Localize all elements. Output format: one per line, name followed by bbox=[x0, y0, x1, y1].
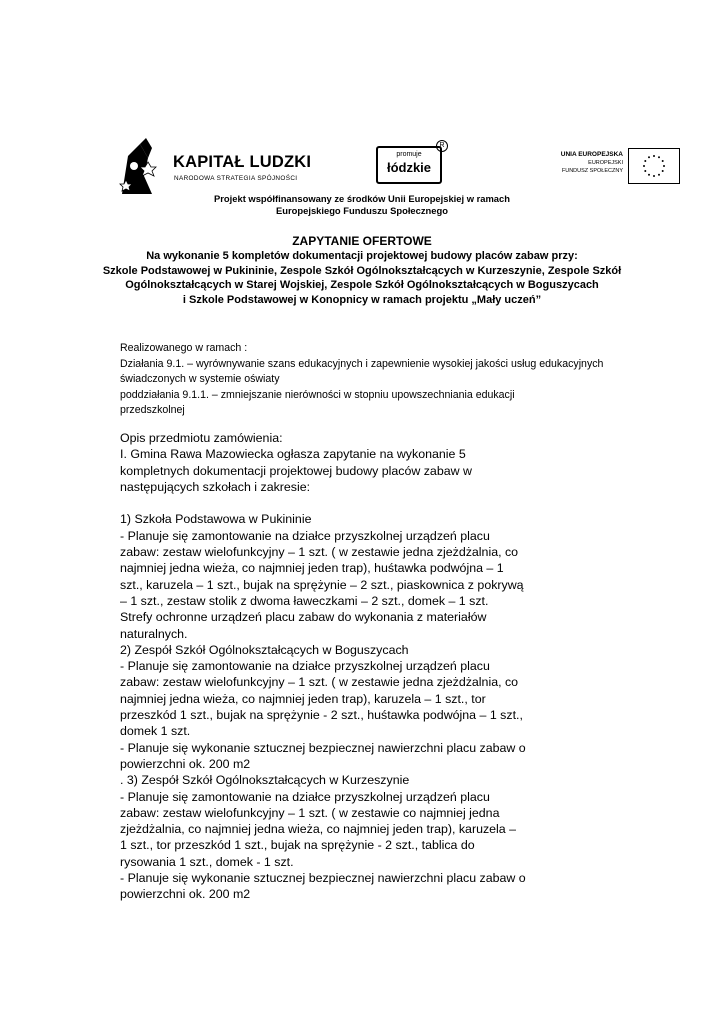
title-line-1: Na wykonanie 5 kompletów dokumentacji projektowej budowy placów zabaw przy: bbox=[146, 250, 578, 262]
section-1-line: szt., karuzela – 1 szt., bujak na sprężynie – 2 szt., piaskownica z pokrywą bbox=[120, 577, 524, 592]
section-3-line: zabaw: zestaw wielofunkcyjny – 1 szt. ( w zestawie co najmniej jedna bbox=[120, 805, 500, 820]
section-2-line: powierzchni ok. 200 m2 bbox=[120, 756, 251, 771]
section-1-line: 1) Szkoła Podstawowa w Pukininie bbox=[120, 512, 312, 527]
section-1-line: – 1 szt., zestaw stolik z dwoma ławeczkami – 2 szt., domek – 1 szt. bbox=[120, 593, 489, 608]
section-3-line: . 3) Zespół Szkół Ogólnokształcących w Kurzeszynie bbox=[120, 773, 410, 788]
info-line: świadczonych w systemie oświaty bbox=[120, 373, 280, 385]
section-1-line: najmniej jedna wieża, co najmniej jeden trap), huśtawka podwójna – 1 bbox=[120, 561, 504, 576]
section-1-line: Strefy ochronne urządzeń placu zabaw do wykonania z materiałów bbox=[120, 610, 487, 625]
info-line: poddziałania 9.1.1. – zmniejszanie nierówności w stopniu upowszechniania edukacji bbox=[120, 388, 515, 401]
eu-logo bbox=[543, 148, 683, 184]
intro-line: Opis przedmiotu zamówienia: bbox=[120, 431, 283, 445]
section-1-line: - Planuje się zamontowanie na działce przyszkolnej urządzeń placu bbox=[120, 528, 490, 543]
section-3-line: zjeżdżalnia, co najmniej jedna wieża, co najmniej jeden trap), karuzela – bbox=[120, 822, 517, 837]
kapital-ludzki-title: KAPITAŁ LUDZKI bbox=[173, 153, 312, 171]
lodzkie-small-text: promuje bbox=[396, 151, 422, 158]
eu-line-3: FUNDUSZ SPOŁECZNY bbox=[561, 168, 623, 174]
order-description bbox=[120, 430, 640, 903]
title-line-4: i Szkole Podstawowej w Konopnicy w ramach projektu „Mały uczeń” bbox=[182, 294, 542, 307]
cofinancing-line-1: Projekt współfinansowany ze środków Unii Europejskiej w ramach bbox=[214, 193, 510, 204]
section-1-line: naturalnych. bbox=[120, 626, 188, 641]
logo-bar bbox=[118, 128, 688, 198]
cofinancing-note bbox=[0, 193, 724, 217]
section-2-line: najmniej jedna wieża, co najmniej jeden trap), karuzela – 1 szt., tor bbox=[120, 691, 486, 706]
program-info bbox=[120, 341, 640, 419]
section-3-line: rysowania 1 szt., domek - 1 szt. bbox=[120, 854, 294, 869]
eu-line-1: UNIA EUROPEJSKA bbox=[560, 151, 623, 158]
section-3-line: - Planuje się zamontowanie na działce przyszkolnej urządzeń placu bbox=[120, 789, 490, 804]
document-title: ZAPYTANIE OFERTOWE bbox=[292, 234, 432, 248]
section-2-line: domek 1 szt. bbox=[120, 724, 191, 739]
paragraph-gap bbox=[120, 495, 640, 511]
section-2-line: zabaw: zestaw wielofunkcyjny – 1 szt. ( w zestawie jedna zjeżdżalnia, co bbox=[120, 675, 519, 690]
intro-line: kompletnych dokumentacji projektowej budowy placów zabaw w bbox=[120, 463, 472, 478]
section-2-line: 2) Zespół Szkół Ogólnokształcących w Boguszycach bbox=[120, 642, 409, 657]
lodzkie-frame bbox=[376, 146, 442, 184]
kapital-ludzki-logo bbox=[118, 136, 328, 198]
section-1-line: zabaw: zestaw wielofunkcyjny – 1 szt. ( w zestawie jedna zjeżdżalnia, co bbox=[120, 545, 519, 560]
lodzkie-big-text: łódzkie bbox=[386, 160, 432, 175]
intro-line: następujących szkołach i zakresie: bbox=[120, 479, 311, 494]
kapital-ludzki-emblem-icon bbox=[118, 136, 168, 196]
section-3-line: 1 szt., tor przeszkód 1 szt., bujak na sprężynie - 2 szt., tablica do bbox=[120, 838, 475, 853]
title-line-3: Ogólnokształcących w Starej Wojskiej, Zespole Szkół Ogólnokształcących w Boguszycach bbox=[125, 279, 599, 292]
info-line: przedszkolnej bbox=[120, 404, 185, 416]
section-2-line: przeszkód 1 szt., bujak na sprężynie - 2 szt., huśtawka podwójna – 1 szt., bbox=[120, 708, 523, 723]
eu-line-2: EUROPEJSKI bbox=[588, 160, 623, 166]
section-2-line: - Planuje się zamontowanie na działce przyszkolnej urządzeń placu bbox=[120, 659, 490, 674]
info-line: Działania 9.1. – wyrównywanie szans edukacyjnych i zapewnienie wysokiej jakości usług edukacyjnych bbox=[120, 357, 604, 370]
eu-text bbox=[543, 151, 623, 175]
info-line: Realizowanego w ramach : bbox=[120, 342, 248, 354]
lodzkie-logo bbox=[376, 142, 450, 188]
cofinancing-line-2: Europejskiego Funduszu Społecznego bbox=[276, 205, 448, 216]
registered-mark: R bbox=[436, 140, 448, 152]
intro-line: I. Gmina Rawa Mazowiecka ogłasza zapytanie na wykonanie 5 bbox=[120, 447, 466, 462]
section-3-line: - Planuje się wykonanie sztucznej bezpiecznej nawierzchni placu zabaw o bbox=[120, 871, 526, 886]
document-title-block bbox=[0, 234, 724, 308]
kapital-ludzki-subtitle: NARODOWA STRATEGIA SPÓJNOŚCI bbox=[174, 175, 298, 182]
title-line-2: Szkole Podstawowej w Pukininie, Zespole Szkół Ogólnokształcących w Kurzeszynie, Zespole Szkół bbox=[102, 264, 622, 277]
section-2-line: - Planuje się wykonanie sztucznej bezpiecznej nawierzchni placu zabaw o bbox=[120, 740, 526, 755]
eu-flag-icon bbox=[628, 148, 680, 184]
section-3-line: powierzchni ok. 200 m2 bbox=[120, 887, 251, 902]
